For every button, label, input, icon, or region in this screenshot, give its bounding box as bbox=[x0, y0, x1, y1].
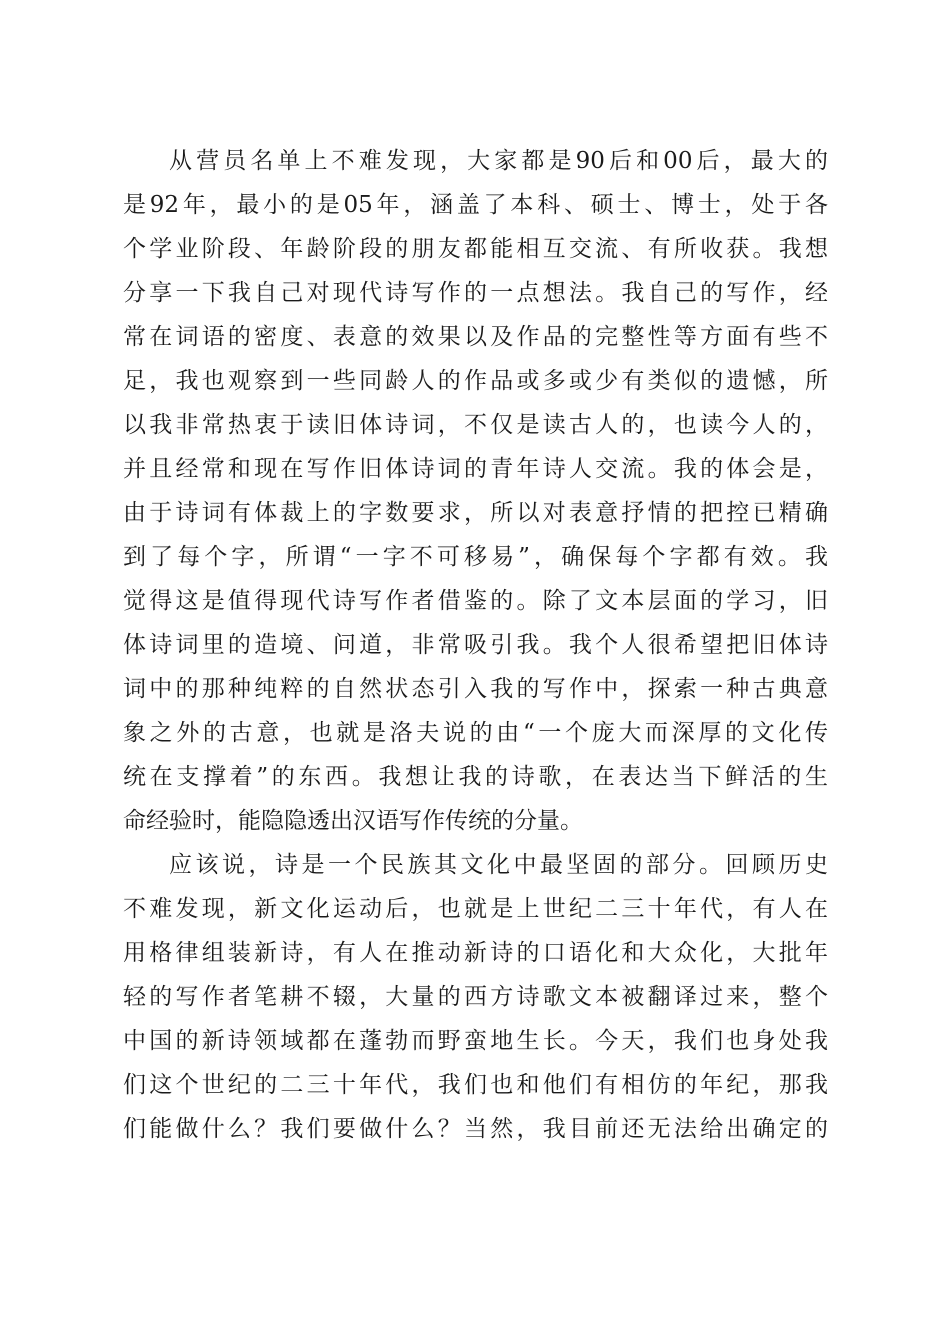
text-line: 觉得这是值得现代诗写作者借鉴的。除了文本层面的学习，旧 bbox=[123, 588, 828, 614]
text-line: 中国的新诗领域都在蓬勃而野蛮地生长。今天，我们也身处我 bbox=[123, 1028, 828, 1054]
text-line: 象之外的古意，也就是洛夫说的由“一个庞大而深厚的文化传 bbox=[123, 720, 828, 746]
text-line: 是92年，最小的是05年，涵盖了本科、硕士、博士，处于各 bbox=[123, 192, 828, 218]
text-line: 从营员名单上不难发现，大家都是90后和00后，最大的 bbox=[169, 148, 828, 174]
text-line: 们能做什么？我们要做什么？当然，我目前还无法给出确定的 bbox=[123, 1116, 828, 1142]
text-line: 命经验时，能隐隐透出汉语写作传统的分量。 bbox=[123, 808, 583, 834]
text-line: 用格律组装新诗，有人在推动新诗的口语化和大众化，大批年 bbox=[123, 940, 828, 966]
text-line: 轻的写作者笔耕不辍，大量的西方诗歌文本被翻译过来，整个 bbox=[123, 984, 828, 1010]
text-line: 以我非常热衷于读旧体诗词，不仅是读古人的，也读今人的， bbox=[123, 412, 828, 438]
text-line: 应该说，诗是一个民族其文化中最坚固的部分。回顾历史 bbox=[169, 852, 828, 878]
text-line: 分享一下我自己对现代诗写作的一点想法。我自己的写作，经 bbox=[123, 280, 828, 306]
paragraph bbox=[123, 139, 828, 843]
text-line: 到了每个字，所谓“一字不可移易”，确保每个字都有效。我 bbox=[123, 544, 828, 570]
text-line: 足，我也观察到一些同龄人的作品或多或少有类似的遗憾，所 bbox=[123, 368, 828, 394]
text-line: 并且经常和现在写作旧体诗词的青年诗人交流。我的体会是， bbox=[123, 456, 828, 482]
text-line: 们这个世纪的二三十年代，我们也和他们有相仿的年纪，那我 bbox=[123, 1072, 828, 1098]
text-line: 由于诗词有体裁上的字数要求，所以对表意抒情的把控已精确 bbox=[123, 500, 828, 526]
body-text bbox=[123, 139, 828, 1151]
text-line: 词中的那种纯粹的自然状态引入我的写作中，探索一种古典意 bbox=[123, 676, 828, 702]
text-line: 统在支撑着”的东西。我想让我的诗歌，在表达当下鲜活的生 bbox=[123, 764, 828, 790]
text-line: 体诗词里的造境、问道，非常吸引我。我个人很希望把旧体诗 bbox=[123, 632, 828, 658]
text-line: 不难发现，新文化运动后，也就是上世纪二三十年代，有人在 bbox=[123, 896, 828, 922]
paragraph bbox=[123, 843, 828, 1151]
text-line: 个学业阶段、年龄阶段的朋友都能相互交流、有所收获。我想 bbox=[123, 236, 828, 262]
text-line: 常在词语的密度、表意的效果以及作品的完整性等方面有些不 bbox=[123, 324, 828, 350]
